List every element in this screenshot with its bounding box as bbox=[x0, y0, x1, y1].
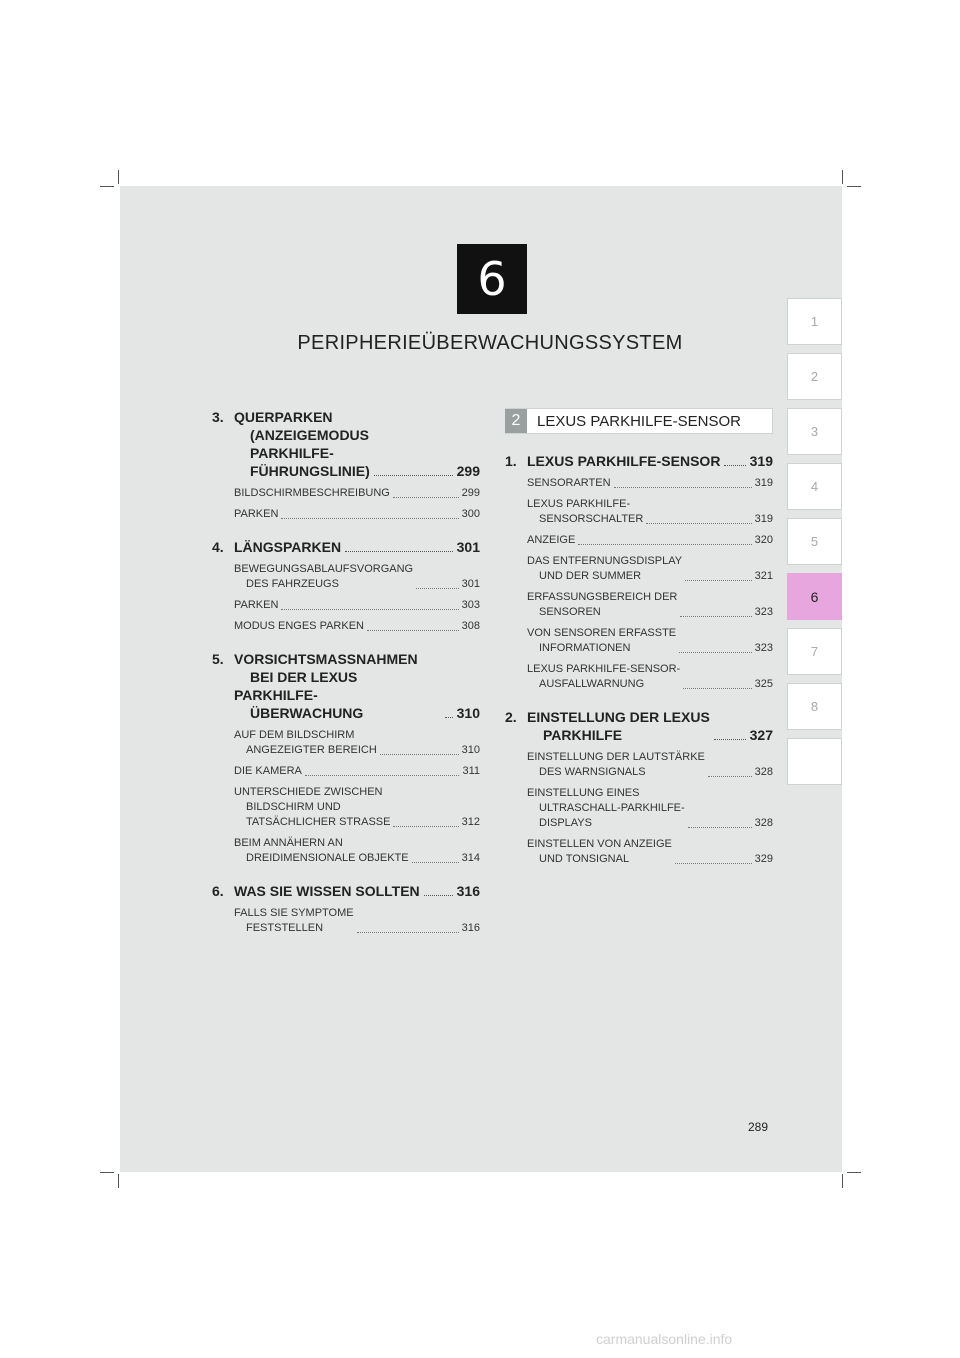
toc-subentry[interactable] bbox=[234, 785, 480, 830]
toc-subentry-page: 316 bbox=[461, 922, 480, 934]
leader-dots bbox=[614, 487, 752, 488]
toc-entry bbox=[212, 538, 480, 634]
chapter-tab-4[interactable]: 4 bbox=[787, 463, 842, 510]
leader-dots bbox=[675, 863, 752, 864]
toc-subentry[interactable] bbox=[527, 533, 773, 548]
toc-entry-body bbox=[234, 538, 480, 556]
toc-entry-title[interactable] bbox=[212, 408, 480, 480]
section-header[interactable] bbox=[505, 408, 773, 434]
toc-subentry-page: 323 bbox=[754, 606, 773, 618]
toc-subentry[interactable] bbox=[234, 507, 480, 522]
chapter-tab-1[interactable]: 1 bbox=[787, 298, 842, 345]
toc-subentry-page: 301 bbox=[461, 578, 480, 590]
toc-subentries bbox=[505, 476, 773, 692]
toc-subentry[interactable] bbox=[527, 626, 773, 656]
toc-subentry-page: 321 bbox=[754, 570, 773, 582]
toc-subentry-text: BEWEGUNGSABLAUFSVORGANG DES FAHRZEUGS bbox=[234, 563, 414, 590]
leader-dots bbox=[685, 580, 752, 581]
toc-entry-text bbox=[527, 452, 720, 470]
toc-entry-page: 327 bbox=[749, 727, 773, 743]
chapter-tab-blank[interactable] bbox=[787, 738, 842, 785]
toc-subentry[interactable] bbox=[527, 476, 773, 491]
toc-entry-number: 1. bbox=[505, 453, 517, 469]
crop-mark bbox=[100, 1172, 114, 1173]
leader-dots bbox=[688, 827, 752, 828]
chapter-title: PERIPHERIEÜBERWACHUNGSSYSTEM bbox=[297, 332, 683, 354]
leader-dots bbox=[393, 826, 458, 827]
toc-subentry-text: AUF DEM BILDSCHIRM ANGEZEIGTER BEREICH bbox=[234, 729, 377, 756]
leader-dots bbox=[345, 551, 453, 552]
toc-subentry-text: DIE KAMERA bbox=[234, 765, 302, 777]
toc-subentry-page: 299 bbox=[461, 487, 480, 499]
toc-entry-number: 6. bbox=[212, 883, 224, 899]
toc-subentry-page: 319 bbox=[754, 513, 773, 525]
toc-subentry-text: MODUS ENGES PARKEN bbox=[234, 620, 364, 632]
leader-dots bbox=[679, 652, 751, 653]
toc-subentry-text: VON SENSOREN ERFASSTE INFORMATIONEN bbox=[527, 627, 677, 654]
toc-entry bbox=[505, 452, 773, 692]
toc-subentry[interactable] bbox=[527, 554, 773, 584]
toc-entry bbox=[212, 408, 480, 522]
toc-subentry-page: 320 bbox=[754, 534, 773, 546]
toc-entry-title[interactable] bbox=[212, 882, 480, 900]
toc-subentry-page: 314 bbox=[461, 852, 480, 864]
leader-dots bbox=[416, 588, 459, 589]
toc-subentry-text: UNTERSCHIEDE ZWISCHEN BILDSCHIRM UND TATSÄCHLICHER STRASSE bbox=[234, 786, 391, 828]
toc-entry-number: 5. bbox=[212, 651, 224, 667]
crop-mark bbox=[842, 1174, 843, 1188]
toc-subentry-page: 328 bbox=[754, 817, 773, 829]
toc-entry-heading-line: PARKHILFE- bbox=[250, 445, 334, 461]
leader-dots bbox=[578, 544, 751, 545]
toc-entry-heading-line: FÜHRUNGSLINIE) bbox=[250, 463, 370, 479]
toc-subentry-page: 308 bbox=[461, 620, 480, 632]
toc-entry-text bbox=[234, 882, 420, 900]
toc-entry-heading-line: PARKHILFE bbox=[543, 727, 623, 743]
toc-entry-heading: LEXUS PARKHILFE-SENSOR bbox=[527, 453, 721, 469]
chapter-number: 6 bbox=[457, 244, 527, 314]
toc-subentry-text: ANZEIGE bbox=[527, 534, 576, 546]
toc-subentry[interactable] bbox=[234, 728, 480, 758]
toc-left-column bbox=[212, 408, 480, 952]
toc-entry-body bbox=[527, 452, 773, 470]
toc-entry-heading-line: ÜBERWACHUNG bbox=[250, 705, 364, 721]
toc-subentry[interactable] bbox=[527, 786, 773, 831]
toc-entry-heading: VORSICHTSMASSNAHMEN bbox=[234, 651, 418, 667]
leader-dots bbox=[708, 776, 752, 777]
toc-entry-text bbox=[234, 408, 370, 480]
toc-subentry[interactable] bbox=[527, 497, 773, 527]
toc-entry-page: 310 bbox=[456, 705, 480, 721]
toc-subentry-text: LEXUS PARKHILFE- SENSORSCHALTER bbox=[527, 498, 644, 525]
toc-entry-page: 319 bbox=[749, 453, 773, 469]
toc-entry-body bbox=[234, 408, 480, 480]
crop-mark bbox=[100, 186, 114, 187]
chapter-tabs bbox=[787, 298, 842, 793]
toc-entry-number: 2. bbox=[505, 709, 517, 725]
toc-subentry[interactable] bbox=[234, 486, 480, 501]
chapter-tab-6[interactable]: 6 bbox=[787, 573, 842, 620]
toc-subentry-page: 311 bbox=[462, 765, 480, 777]
leader-dots bbox=[724, 465, 745, 466]
toc-subentry[interactable] bbox=[234, 598, 480, 613]
leader-dots bbox=[680, 616, 751, 617]
toc-entry-body bbox=[234, 882, 480, 900]
toc-subentry-page: 303 bbox=[461, 599, 480, 611]
toc-subentry-text: BILDSCHIRMBESCHREIBUNG bbox=[234, 487, 390, 499]
toc-subentry-text: ERFASSUNGSBEREICH DER SENSOREN bbox=[527, 591, 678, 618]
chapter-tab-5[interactable]: 5 bbox=[787, 518, 842, 565]
leader-dots bbox=[357, 932, 459, 933]
crop-mark bbox=[847, 1172, 861, 1173]
leader-dots bbox=[305, 775, 460, 776]
chapter-tab-7[interactable]: 7 bbox=[787, 628, 842, 675]
toc-subentries bbox=[212, 728, 480, 866]
toc-entry-number: 4. bbox=[212, 539, 224, 555]
leader-dots bbox=[367, 630, 459, 631]
leader-dots bbox=[646, 523, 751, 524]
watermark: carmanualsonline.info bbox=[596, 1331, 733, 1347]
toc-entry-text bbox=[234, 650, 441, 722]
section-title: LEXUS PARKHILFE-SENSOR bbox=[537, 412, 741, 430]
toc-entry-title[interactable] bbox=[212, 650, 480, 722]
toc-entry bbox=[212, 650, 480, 866]
toc-subentry[interactable] bbox=[234, 764, 480, 779]
toc-subentry-text: PARKEN bbox=[234, 599, 279, 611]
toc-entry-heading-line: BEI DER LEXUS PARKHILFE- bbox=[234, 669, 358, 703]
toc-subentry[interactable] bbox=[234, 836, 480, 866]
toc-entry bbox=[505, 708, 773, 867]
leader-dots bbox=[445, 717, 453, 718]
toc-subentry-page: 300 bbox=[461, 508, 480, 520]
toc-entry-page: 301 bbox=[456, 539, 480, 555]
crop-mark bbox=[118, 170, 119, 184]
leader-dots bbox=[683, 688, 751, 689]
toc-entry-page: 299 bbox=[456, 463, 480, 479]
toc-entry-heading: LÄNGSPARKEN bbox=[234, 539, 342, 555]
toc-subentry[interactable] bbox=[527, 750, 773, 780]
toc-entry-title[interactable] bbox=[212, 538, 480, 556]
leader-dots bbox=[374, 475, 453, 476]
toc-subentry-page: 329 bbox=[754, 853, 773, 865]
toc-right-column bbox=[505, 408, 773, 883]
toc-subentry-page: 312 bbox=[461, 816, 480, 828]
toc-subentry-text: FALLS SIE SYMPTOME FESTSTELLEN bbox=[234, 907, 354, 934]
toc-entry-text bbox=[527, 708, 710, 744]
toc-subentry[interactable] bbox=[234, 562, 480, 592]
leader-dots bbox=[424, 895, 453, 896]
crop-mark bbox=[118, 1174, 119, 1188]
toc-subentry-text: LEXUS PARKHILFE-SENSOR- AUSFALLWARNUNG bbox=[527, 663, 681, 690]
toc-subentry-text: EINSTELLUNG DER LAUTSTÄRKE DES WARNSIGNALS bbox=[527, 751, 705, 778]
toc-entry-heading: WAS SIE WISSEN SOLLTEN bbox=[234, 883, 420, 899]
toc-subentry[interactable] bbox=[527, 590, 773, 620]
toc-subentry[interactable] bbox=[527, 662, 773, 692]
toc-subentry-text: SENSORARTEN bbox=[527, 477, 611, 489]
toc-subentry[interactable] bbox=[234, 619, 480, 634]
toc-entry-heading: EINSTELLUNG DER LEXUS bbox=[527, 709, 710, 725]
toc-subentry-page: 328 bbox=[754, 766, 773, 778]
leader-dots bbox=[281, 609, 458, 610]
toc-subentry-page: 325 bbox=[754, 678, 773, 690]
toc-subentry-text: EINSTELLUNG EINES ULTRASCHALL-PARKHILFE- DISPLAYS bbox=[527, 787, 685, 829]
crop-mark bbox=[842, 170, 843, 184]
toc-subentry-text: EINSTELLEN VON ANZEIGE UND TONSIGNAL bbox=[527, 838, 672, 865]
leader-dots bbox=[393, 497, 459, 498]
toc-entry-heading: QUERPARKEN bbox=[234, 409, 333, 425]
toc-entry-body bbox=[234, 650, 480, 722]
toc-subentries bbox=[212, 906, 480, 936]
toc-subentries bbox=[212, 486, 480, 522]
leader-dots bbox=[714, 739, 746, 740]
toc-entry bbox=[212, 882, 480, 936]
toc-entry-number: 3. bbox=[212, 409, 224, 425]
leader-dots bbox=[412, 862, 459, 863]
toc-subentry-page: 323 bbox=[754, 642, 773, 654]
toc-entry-body bbox=[527, 708, 773, 744]
toc-subentry-page: 319 bbox=[754, 477, 773, 489]
toc-subentry-text: DAS ENTFERNUNGSDISPLAY UND DER SUMMER bbox=[527, 555, 683, 582]
toc-subentry[interactable] bbox=[527, 837, 773, 867]
leader-dots bbox=[380, 754, 459, 755]
toc-entry-title[interactable] bbox=[505, 708, 773, 744]
toc-subentry-text: BEIM ANNÄHERN AN DREIDIMENSIONALE OBJEKTE bbox=[234, 837, 409, 864]
toc-subentry[interactable] bbox=[234, 906, 480, 936]
section-number: 2 bbox=[505, 409, 527, 433]
chapter-tab-3[interactable]: 3 bbox=[787, 408, 842, 455]
toc-subentries bbox=[212, 562, 480, 634]
leader-dots bbox=[281, 518, 458, 519]
chapter-tab-2[interactable]: 2 bbox=[787, 353, 842, 400]
toc-entry-page: 316 bbox=[456, 883, 480, 899]
crop-mark bbox=[847, 186, 861, 187]
chapter-tab-8[interactable]: 8 bbox=[787, 683, 842, 730]
toc-entry-text bbox=[234, 538, 341, 556]
toc-entry-title[interactable] bbox=[505, 452, 773, 470]
toc-subentry-page: 310 bbox=[461, 744, 480, 756]
toc-entry-heading-line: (ANZEIGEMODUS bbox=[250, 427, 369, 443]
page-number: 289 bbox=[748, 1120, 769, 1134]
toc-subentries bbox=[505, 750, 773, 867]
toc-subentry-text: PARKEN bbox=[234, 508, 279, 520]
